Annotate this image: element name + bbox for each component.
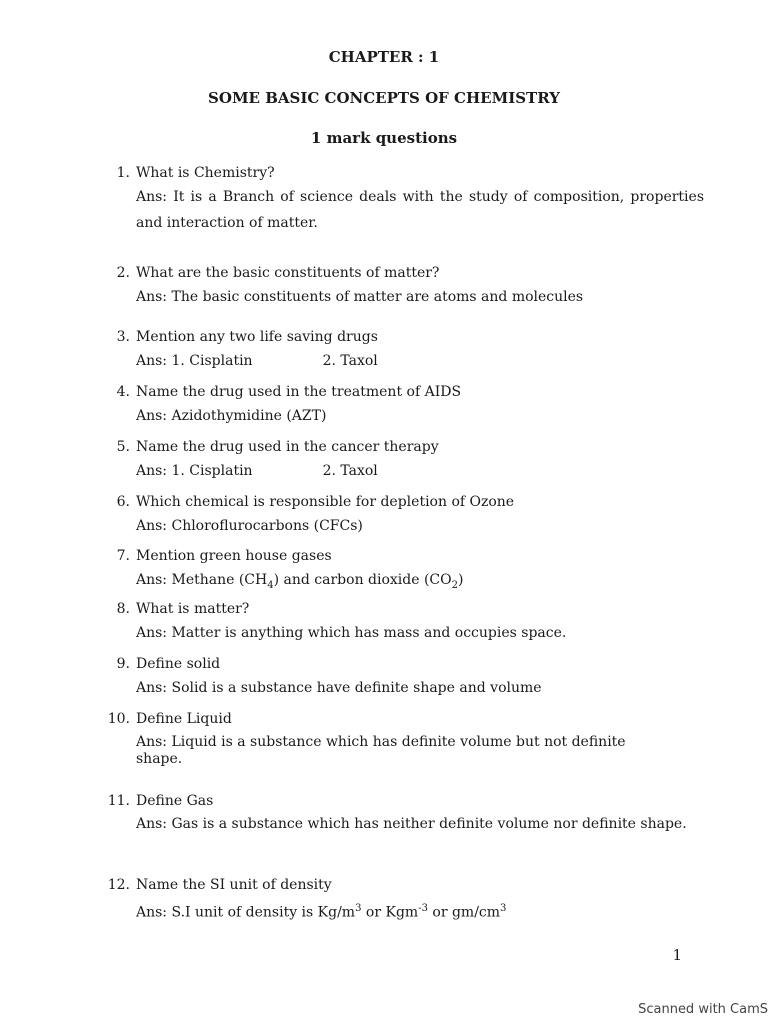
question-item [104,790,704,833]
subscript: 2 [451,579,458,591]
answer-part: Ans: 1. Cisplatin [136,353,253,369]
question-number: 12. [107,877,130,893]
question-number: 8. [116,601,130,617]
section-heading: 1 mark questions [310,129,458,147]
answer-part: ) and carbon dioxide (CO [273,572,452,588]
answer-text: Ans: Gas is a substance which has neither definite volume nor definite shape. [136,816,687,832]
question-item [104,326,704,374]
question-text: Name the SI unit of density [136,877,332,893]
question-text: What is Chemistry? [136,165,275,181]
answer-text [136,896,704,926]
answer-part: 2. Taxol [322,463,378,479]
chapter-title: SOME BASIC CONCEPTS OF CHEMISTRY [208,89,560,107]
question-item [104,708,704,768]
answer-text [136,458,704,484]
question-item [104,162,704,236]
question-number: 1. [116,165,130,181]
question-number: 9. [116,656,130,672]
answer-part: Ans: 1. Cisplatin [136,463,253,479]
question-item [104,545,704,599]
answer-text: Ans: Solid is a substance have definite shape and volume [136,680,542,696]
answer-text: Ans: It is a Branch of science deals with the study of composition, properties and interaction of matter. [136,189,704,231]
question-text: Mention green house gases [136,548,332,564]
answer-part: or gm/cm [427,904,501,921]
answer-part: Ans: S.I unit of density is Kg/m [136,904,356,921]
question-number: 10. [107,711,130,727]
question-item [104,491,704,539]
scan-artifact [268,1004,448,1012]
answer-text: Ans: The basic constituents of matter are atoms and molecules [136,289,584,305]
superscript: 3 [355,903,362,914]
question-number: 6. [116,494,130,510]
subscript: 4 [267,579,274,591]
question-number: 2. [116,265,130,281]
question-item [104,436,704,484]
page-number: 1 [672,946,682,964]
question-item [104,262,704,310]
answer-text: Ans: Matter is anything which has mass and occupies space. [136,625,567,641]
question-number: 11. [107,793,130,809]
superscript: -3 [418,903,428,914]
answer-text: Ans: Chloroflurocarbons (CFCs) [136,518,363,534]
answer-part: 2. Taxol [322,353,378,369]
question-item [104,598,704,646]
answer-part: Ans: Methane (CH [136,572,268,588]
answer-text: Ans: Azidothymidine (AZT) [136,408,327,424]
question-item [104,653,704,701]
question-text: Name the drug used in the treatment of AIDS [136,384,462,400]
question-number: 5. [116,439,130,455]
question-item [104,874,704,926]
question-text: Mention any two life saving drugs [136,329,378,345]
question-text: Name the drug used in the cancer therapy [136,439,439,455]
scanner-watermark: Scanned with CamS [638,1002,768,1017]
scan-artifact-icon [268,1011,448,1012]
answer-text [136,567,704,599]
question-number: 7. [116,548,130,564]
question-number: 4. [116,384,130,400]
question-text: Which chemical is responsible for depletion of Ozone [136,494,515,510]
question-text: Define Gas [136,793,214,809]
chapter-heading: CHAPTER : 1 [328,48,440,66]
answer-text: Ans: Liquid is a substance which has definite volume but not definite shape. [136,734,626,767]
superscript: 3 [500,903,507,914]
question-text: Define Liquid [136,711,232,727]
question-item [104,381,704,429]
question-text: Define solid [136,656,221,672]
answer-part: or Kgm [361,904,419,921]
answer-text [136,348,704,374]
question-text: What are the basic constituents of matter? [136,265,440,281]
answer-part: ) [458,572,464,588]
question-text: What is matter? [136,601,250,617]
question-number: 3. [116,329,130,345]
